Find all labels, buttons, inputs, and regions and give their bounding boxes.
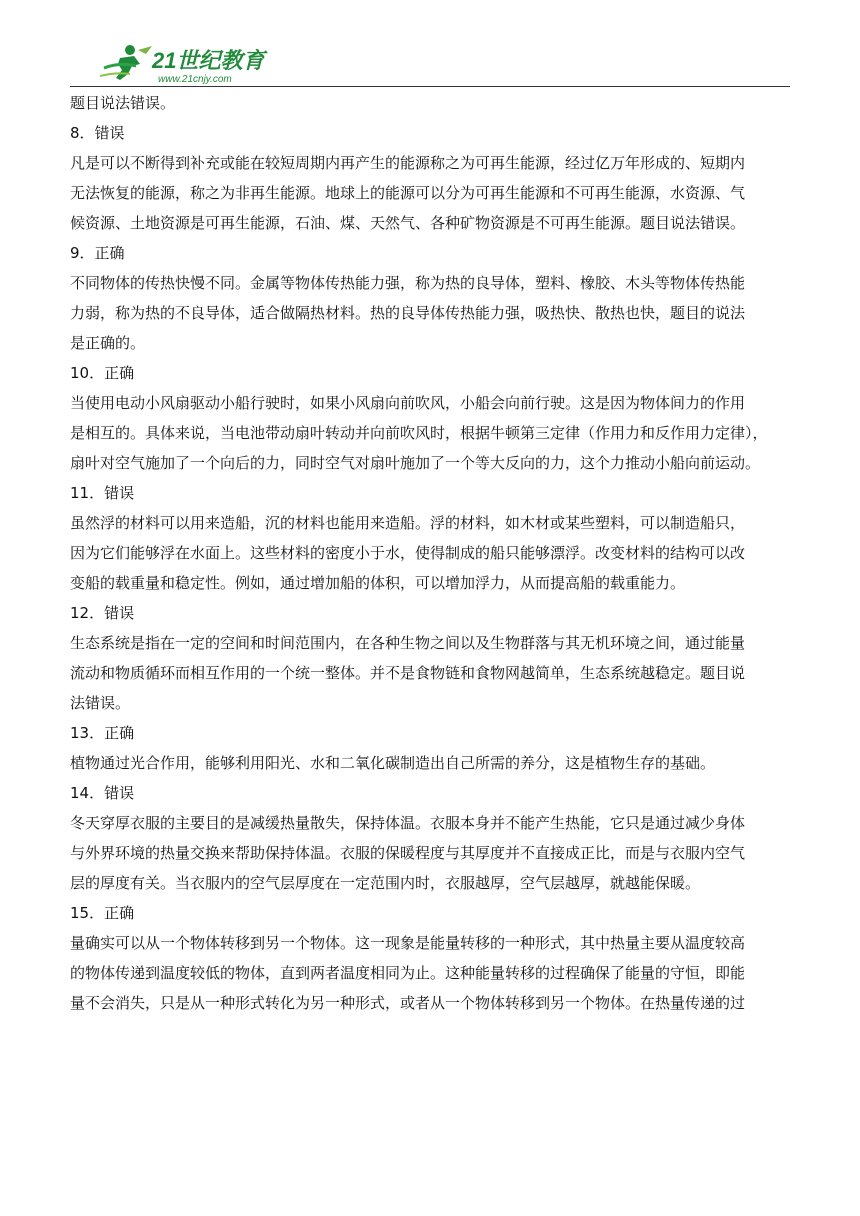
- explanation-line: 因为它们能够浮在水面上。这些材料的密度小于水，使得制成的船只能够漂浮。改变材料的结构可以改: [70, 544, 746, 562]
- answer-label: 13．正确: [70, 724, 135, 742]
- header-divider: [70, 86, 790, 87]
- explanation-line: 植物通过光合作用，能够利用阳光、水和二氧化碳制造出自己所需的养分，这是植物生存的基础。: [70, 754, 716, 772]
- answer-item-9: [70, 238, 790, 358]
- explanation-line: 冬天穿厚衣服的主要目的是减缓热量散失，保持体温。衣服本身并不能产生热能，它只是通过减少身体: [70, 814, 746, 832]
- svg-text:www.21cnjy.com: www.21cnjy.com: [158, 74, 232, 85]
- answer-label: 12．错误: [70, 604, 135, 622]
- explanation-line: 当使用电动小风扇驱动小船行驶时，如果小风扇向前吹风，小船会向前行驶。这是因为物体间力的作用: [70, 394, 746, 412]
- explanation-line: 量不会消失，只是从一种形式转化为另一种形式，或者从一个物体转移到另一个物体。在热量传递的过: [70, 994, 746, 1012]
- explanation-line: 力弱，称为热的不良导体，适合做隔热材料。热的良导体传热能力强，吸热快、散热也快，题目的说法: [70, 304, 746, 322]
- answer-item-10: [70, 358, 790, 478]
- answer-item-14: [70, 778, 790, 898]
- answer-item-8: [70, 118, 790, 238]
- document-body: [70, 88, 790, 1018]
- explanation-line: 层的厚度有关。当衣服内的空气层厚度在一定范围内时，衣服越厚，空气层越厚，就越能保暖。: [70, 874, 701, 892]
- runner-logo-icon: [90, 40, 270, 86]
- explanation-line: 扇叶对空气施加了一个向后的力，同时空气对扇叶施加了一个等大反向的力，这个力推动小船向前运动。: [70, 454, 761, 472]
- svg-text:21世纪教育: 21世纪教育: [152, 48, 265, 73]
- explanation-line: 生态系统是指在一定的空间和时间范围内，在各种生物之间以及生物群落与其无机环境之间，通过能量: [70, 634, 746, 652]
- intro-text: 题目说法错误。: [70, 94, 176, 112]
- explanation-line: 不同物体的传热快慢不同。金属等物体传热能力强，称为热的良导体，塑料、橡胶、木头等物体传热能: [70, 274, 746, 292]
- answer-label: 8．错误: [70, 124, 125, 142]
- explanation-line: 凡是可以不断得到补充或能在较短周期内再产生的能源称之为可再生能源，经过亿万年形成的、短期内: [70, 154, 746, 172]
- explanation-line: 虽然浮的材料可以用来造船，沉的材料也能用来造船。浮的材料，如木材或某些塑料，可以制造船只，: [70, 514, 746, 532]
- explanation-line: 是相互的。具体来说，当电池带动扇叶转动并向前吹风时，根据牛顿第三定律（作用力和反作用力定律），: [70, 424, 768, 442]
- answer-label: 9．正确: [70, 244, 125, 262]
- explanation-line: 法错误。: [70, 694, 131, 712]
- explanation-line: 的物体传递到温度较低的物体，直到两者温度相同为止。这种能量转移的过程确保了能量的守恒，即能: [70, 964, 746, 982]
- answer-label: 15．正确: [70, 904, 135, 922]
- answer-label: 14．错误: [70, 784, 135, 802]
- answer-label: 11．错误: [70, 484, 135, 502]
- explanation-line: 无法恢复的能源，称之为非再生能源。地球上的能源可以分为可再生能源和不可再生能源，水资源、气: [70, 184, 746, 202]
- answer-item-11: [70, 478, 790, 598]
- answer-label: 10．正确: [70, 364, 135, 382]
- answer-item-12: [70, 598, 790, 718]
- explanation-line: 流动和物质循环而相互作用的一个统一整体。并不是食物链和食物网越简单，生态系统越稳定。题目说: [70, 664, 746, 682]
- explanation-line: 候资源、土地资源是可再生能源，石油、煤、天然气、各种矿物资源是不可再生能源。题目说法错误。: [70, 214, 746, 232]
- site-logo: [90, 40, 270, 86]
- explanation-line: 与外界环境的热量交换来帮助保持体温。衣服的保暖程度与其厚度并不直接成正比，而是与衣服内空气: [70, 844, 746, 862]
- page-header: [70, 40, 790, 86]
- answer-item-13: [70, 718, 790, 778]
- explanation-line: 变船的载重量和稳定性。例如，通过增加船的体积，可以增加浮力，从而提高船的载重能力。: [70, 574, 686, 592]
- answer-item-15: [70, 898, 790, 1018]
- explanation-line: 是正确的。: [70, 334, 146, 352]
- explanation-line: 量确实可以从一个物体转移到另一个物体。这一现象是能量转移的一种形式，其中热量主要从温度较高: [70, 934, 746, 952]
